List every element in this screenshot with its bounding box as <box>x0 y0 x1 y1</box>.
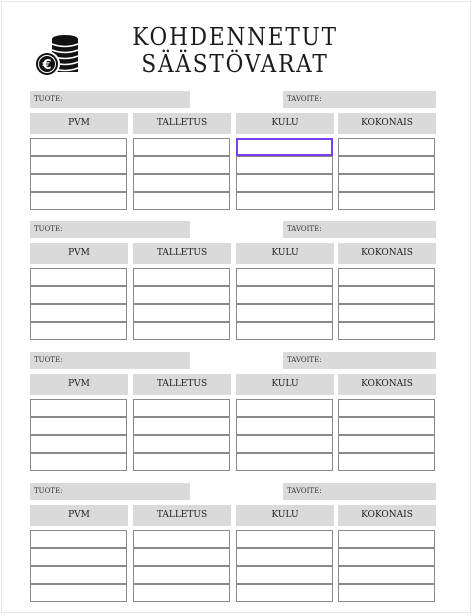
table-cell[interactable] <box>236 417 333 435</box>
tuote-field[interactable]: TUOTE: <box>30 221 190 238</box>
col-header-kokonais: KOKONAIS <box>338 243 436 264</box>
column-kulu <box>236 138 333 209</box>
table-cell-selected[interactable] <box>236 138 333 156</box>
table-cell[interactable] <box>133 435 230 453</box>
col-header-pvm: PVM <box>30 505 128 526</box>
table-cell[interactable] <box>133 322 230 340</box>
table-cell[interactable] <box>236 268 333 286</box>
table-cell[interactable] <box>338 584 435 602</box>
tuote-field[interactable]: TUOTE: <box>30 91 190 108</box>
table-cell[interactable] <box>338 399 435 417</box>
column-kulu <box>236 530 333 601</box>
table-cell[interactable] <box>338 530 435 548</box>
col-header-kokonais: KOKONAIS <box>338 505 436 526</box>
table-cell[interactable] <box>236 566 333 584</box>
savings-section <box>0 91 474 209</box>
table-cell[interactable] <box>236 304 333 322</box>
savings-section <box>0 483 474 601</box>
table-cell[interactable] <box>133 286 230 304</box>
column-kulu <box>236 268 333 339</box>
column-kulu <box>236 399 333 470</box>
column-kokonais <box>338 138 435 209</box>
table-cell[interactable] <box>30 417 127 435</box>
col-header-talletus: TALLETUS <box>133 374 231 395</box>
col-header-kokonais: KOKONAIS <box>338 374 436 395</box>
table-cell[interactable] <box>30 322 127 340</box>
table-cell[interactable] <box>30 453 127 471</box>
table-cell[interactable] <box>133 174 230 192</box>
column-kokonais <box>338 399 435 470</box>
table-cell[interactable] <box>338 268 435 286</box>
table-cell[interactable] <box>338 435 435 453</box>
table-cell[interactable] <box>133 530 230 548</box>
table-cell[interactable] <box>338 453 435 471</box>
column-pvm <box>30 530 127 601</box>
table-cell[interactable] <box>236 584 333 602</box>
table-cell[interactable] <box>30 304 127 322</box>
column-pvm <box>30 138 127 209</box>
tuote-field[interactable]: TUOTE: <box>30 483 190 500</box>
col-header-talletus: TALLETUS <box>133 505 231 526</box>
table-cell[interactable] <box>236 192 333 210</box>
table-cell[interactable] <box>338 156 435 174</box>
table-cell[interactable] <box>338 322 435 340</box>
column-talletus <box>133 138 230 209</box>
table-cell[interactable] <box>133 304 230 322</box>
page-title-line1: KOHDENNETUT <box>132 23 338 51</box>
col-header-kulu: KULU <box>236 243 334 264</box>
tavoite-field[interactable]: TAVOITE: <box>283 483 436 500</box>
table-cell[interactable] <box>338 138 435 156</box>
col-header-pvm: PVM <box>30 374 128 395</box>
page-title-line2: SÄÄSTÖVARAT <box>141 50 329 78</box>
column-talletus <box>133 268 230 339</box>
coins-euro-icon <box>33 30 83 80</box>
table-cell[interactable] <box>338 192 435 210</box>
table-cell[interactable] <box>236 286 333 304</box>
table-cell[interactable] <box>338 417 435 435</box>
table-cell[interactable] <box>236 156 333 174</box>
table-cell[interactable] <box>338 286 435 304</box>
table-cell[interactable] <box>133 192 230 210</box>
table-cell[interactable] <box>30 566 127 584</box>
table-cell[interactable] <box>236 399 333 417</box>
table-cell[interactable] <box>133 417 230 435</box>
tuote-field[interactable]: TUOTE: <box>30 352 190 369</box>
table-cell[interactable] <box>133 156 230 174</box>
col-header-pvm: PVM <box>30 113 128 134</box>
table-cell[interactable] <box>133 566 230 584</box>
table-cell[interactable] <box>30 138 127 156</box>
table-cell[interactable] <box>338 566 435 584</box>
savings-section <box>0 221 474 339</box>
table-cell[interactable] <box>30 156 127 174</box>
table-cell[interactable] <box>30 174 127 192</box>
table-cell[interactable] <box>133 584 230 602</box>
col-header-kokonais: KOKONAIS <box>338 113 436 134</box>
tavoite-field[interactable]: TAVOITE: <box>283 91 436 108</box>
col-header-kulu: KULU <box>236 505 334 526</box>
table-cell[interactable] <box>236 453 333 471</box>
col-header-pvm: PVM <box>30 243 128 264</box>
table-cell[interactable] <box>236 548 333 566</box>
tavoite-field[interactable]: TAVOITE: <box>283 221 436 238</box>
savings-section <box>0 352 474 470</box>
table-cell[interactable] <box>133 548 230 566</box>
table-cell[interactable] <box>236 530 333 548</box>
table-cell[interactable] <box>30 530 127 548</box>
table-cell[interactable] <box>30 548 127 566</box>
table-cell[interactable] <box>133 453 230 471</box>
column-talletus <box>133 530 230 601</box>
col-header-talletus: TALLETUS <box>133 243 231 264</box>
tavoite-field[interactable]: TAVOITE: <box>283 352 436 369</box>
column-kokonais <box>338 530 435 601</box>
column-pvm <box>30 268 127 339</box>
column-pvm <box>30 399 127 470</box>
table-cell[interactable] <box>236 435 333 453</box>
col-header-kulu: KULU <box>236 113 334 134</box>
col-header-talletus: TALLETUS <box>133 113 231 134</box>
table-cell[interactable] <box>133 268 230 286</box>
table-cell[interactable] <box>338 548 435 566</box>
table-cell[interactable] <box>30 286 127 304</box>
table-cell[interactable] <box>338 174 435 192</box>
table-cell[interactable] <box>338 304 435 322</box>
table-cell[interactable] <box>236 174 333 192</box>
table-cell[interactable] <box>30 584 127 602</box>
column-talletus <box>133 399 230 470</box>
table-cell[interactable] <box>236 322 333 340</box>
table-cell[interactable] <box>30 399 127 417</box>
column-kokonais <box>338 268 435 339</box>
table-cell[interactable] <box>30 268 127 286</box>
table-cell[interactable] <box>30 192 127 210</box>
table-cell[interactable] <box>133 399 230 417</box>
svg-text:€: € <box>42 58 52 73</box>
table-cell[interactable] <box>133 138 230 156</box>
table-cell[interactable] <box>30 435 127 453</box>
col-header-kulu: KULU <box>236 374 334 395</box>
